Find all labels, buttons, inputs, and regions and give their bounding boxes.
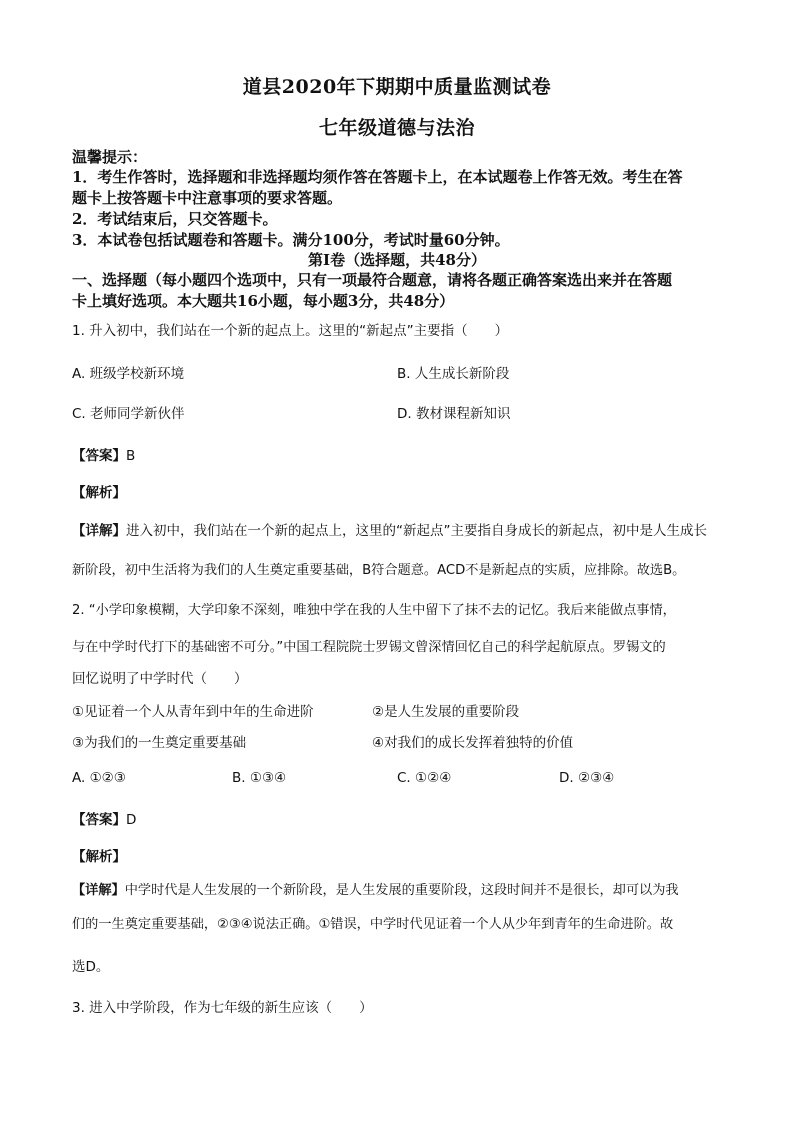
q2-detail-1 <box>72 881 728 901</box>
q1-option-d: D. 教材课程新知识 <box>397 406 511 422</box>
exam-title: 道县2020年下期期中质量监测试卷 <box>242 76 552 98</box>
q2-statement-2: ②是人生发展的重要阶段 <box>372 704 520 720</box>
q2-detail-label: 【详解】 <box>72 883 125 898</box>
q1-detail-label: 【详解】 <box>72 523 126 539</box>
q1-detail-text-1: 进入初中，我们站在一个新的起点上，这里的“新起点”主要指自身成长的新起点，初中是人生成长 <box>126 523 707 539</box>
q1-option-a: A. 班级学校新环境 <box>72 366 185 382</box>
q1-answer-value: B <box>126 448 136 464</box>
q1-answer <box>72 446 135 466</box>
q2-detail-2: 们的一生奠定重要基础，②③④说法正确。①错误，中学时代见证着一个人从少年到青年的生命进阶。故 <box>72 917 674 932</box>
notice-item-1a: 1．考生作答时，选择题和非选择题均须作答在答题卡上，在本试题卷上作答无效。考生在答 <box>72 168 683 186</box>
notice-item-2: 2．考试结束后，只交答题卡。 <box>72 210 278 228</box>
q3-stem: 3. 进入中学阶段，作为七年级的新生应该（ ） <box>72 1000 373 1016</box>
part1-instructions-2: 卡上填好选项。本大题共16小题，每小题3分，共48分） <box>72 292 455 310</box>
q2-analysis-label: 【解析】 <box>72 849 126 865</box>
q2-option-c: C. ①②④ <box>397 770 452 786</box>
q2-option-b: B. ①③④ <box>232 770 287 786</box>
part1-instructions-1: 一、选择题（每小题四个选项中，只有一项最符合题意，请将各题正确答案选出来并在答题 <box>72 271 673 289</box>
notice-heading: 温馨提示： <box>72 148 148 166</box>
q2-statement-4: ④对我们的成长发挥着独特的价值 <box>372 735 574 751</box>
part1-title: 第Ⅰ卷（选择题，共48分） <box>308 251 486 269</box>
q2-answer <box>72 810 136 830</box>
q2-option-d: D. ②③④ <box>559 770 615 786</box>
q2-answer-label: 【答案】 <box>72 812 126 828</box>
q1-detail-1 <box>72 521 728 541</box>
exam-subject: 七年级道德与法治 <box>318 117 475 139</box>
q1-option-c: C. 老师同学新伙伴 <box>72 406 185 422</box>
q2-detail-3: 选D。 <box>72 959 110 975</box>
q1-stem: 1. 升入初中，我们站在一个新的起点上。这里的“新起点”主要指（ ） <box>72 323 509 339</box>
q2-stem-1: 2. “小学印象模糊，大学印象不深刻，唯独中学在我的人生中留下了抹不去的记忆。我后来能做点事情， <box>72 603 676 618</box>
q1-option-b: B. 人生成长新阶段 <box>397 366 510 382</box>
q2-answer-value: D <box>126 812 137 828</box>
q1-analysis-label: 【解析】 <box>72 485 126 501</box>
q2-stem-2: 与在中学时代打下的基础密不可分。”中国工程院院士罗锡文曾深情回忆自己的科学起航原点。罗锡文的 <box>72 640 666 655</box>
q2-detail-text-1: 中学时代是人生发展的一个新阶段，是人生发展的重要阶段，这段时间并不是很长，却可以为我 <box>124 883 679 898</box>
q2-option-a: A. ①②③ <box>72 770 126 786</box>
notice-item-3: 3．本试卷包括试题卷和答题卡。满分100分，考试时量60分钟。 <box>72 231 510 249</box>
notice-item-1b: 题卡上按答题卡中注意事项的要求答题。 <box>72 189 343 207</box>
q2-statement-3: ③为我们的一生奠定重要基础 <box>72 735 247 751</box>
q1-answer-label: 【答案】 <box>72 448 126 464</box>
q1-detail-2: 新阶段，初中生活将为我们的人生奠定重要基础，B符合题意。ACD不是新起点的实质，应排除。故选B。 <box>72 563 686 578</box>
q2-stem-3: 回忆说明了中学时代（ ） <box>72 671 248 687</box>
q2-statement-1: ①见证着一个人从青年到中年的生命进阶 <box>72 704 314 720</box>
